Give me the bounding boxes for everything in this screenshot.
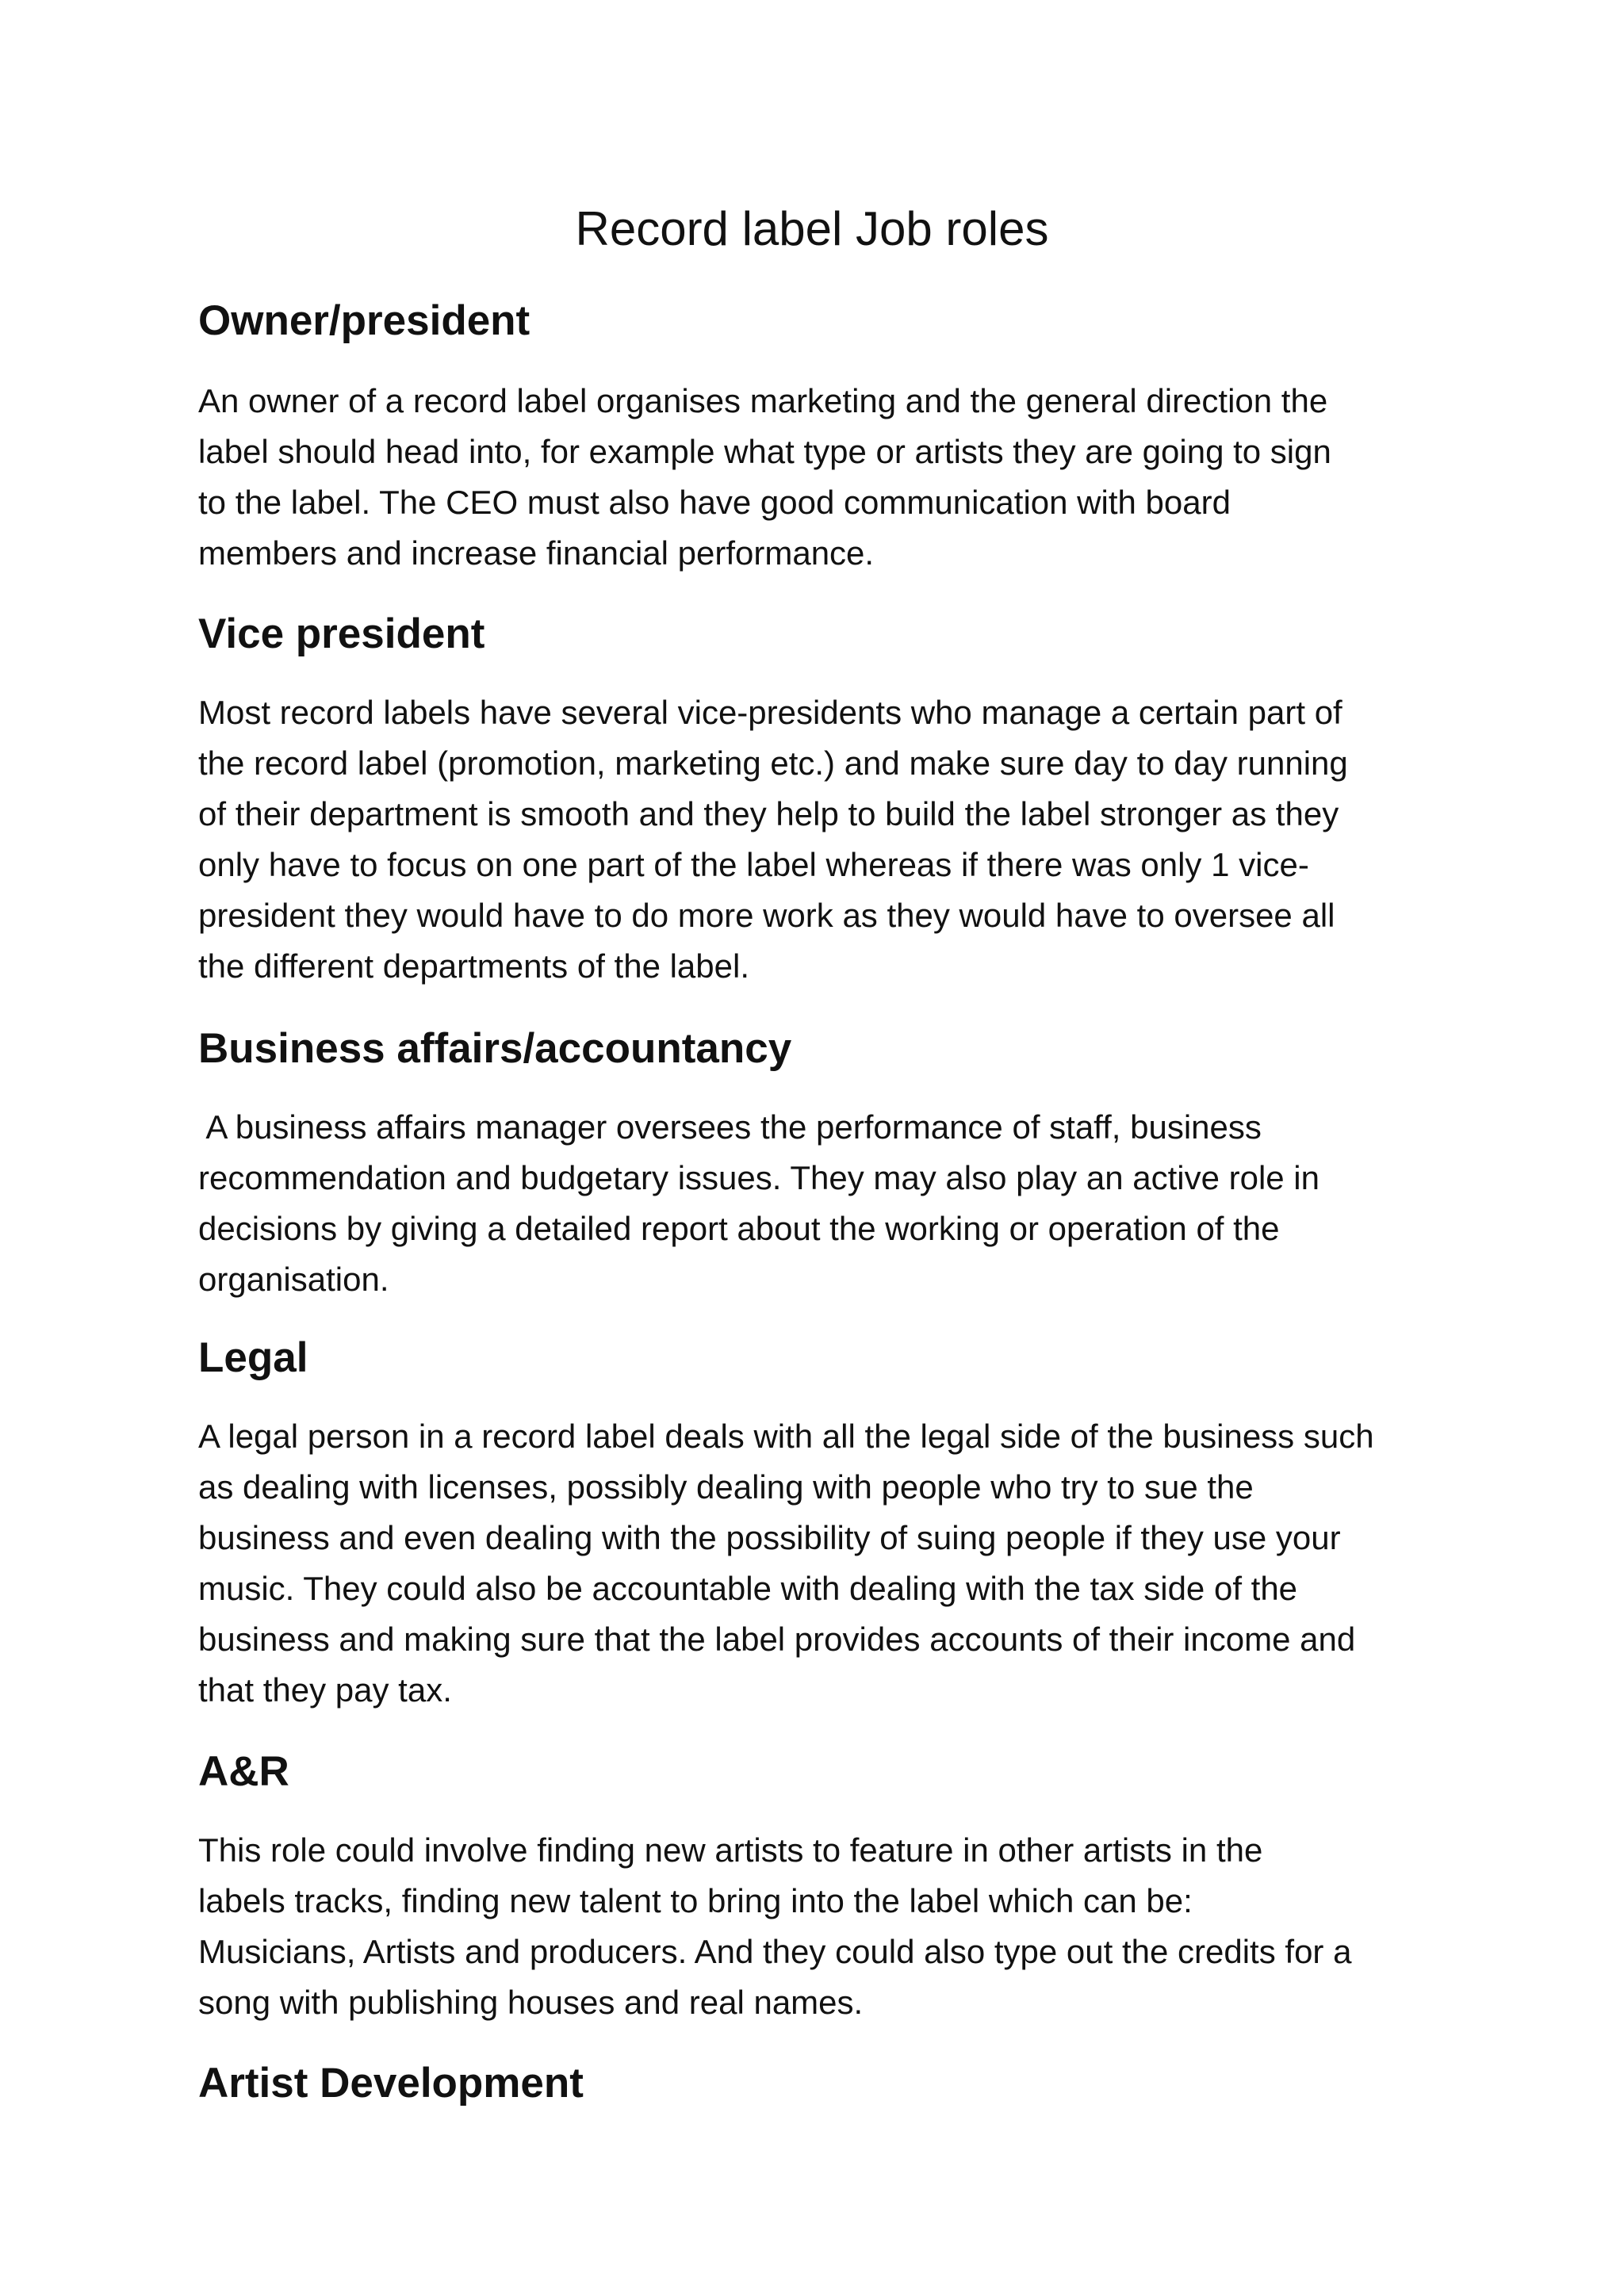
- body-line: labels tracks, finding new talent to bring into the label which can be:: [198, 1882, 1193, 1919]
- section-body-vice-president: [198, 687, 1451, 992]
- body-line: business and even dealing with the possibility of suing people if they use your: [198, 1519, 1341, 1556]
- body-line: the different departments of the label.: [198, 947, 750, 985]
- section-body-owner-president: [198, 376, 1451, 579]
- body-line: business and making sure that the label provides accounts of their income and: [198, 1621, 1356, 1658]
- body-line: recommendation and budgetary issues. They may also play an active role in: [198, 1159, 1320, 1196]
- section-heading-business-affairs: Business affairs/accountancy: [198, 1025, 792, 1072]
- body-line: label should head into, for example what type or artists they are going to sign: [198, 433, 1331, 470]
- body-line: only have to focus on one part of the label whereas if there was only 1 vice-: [198, 846, 1309, 883]
- body-line: Musicians, Artists and producers. And they could also type out the credits for a: [198, 1933, 1352, 1970]
- section-heading-a-and-r: A&R: [198, 1748, 289, 1795]
- section-heading-artist-development: Artist Development: [198, 2060, 584, 2107]
- body-line: of their department is smooth and they help to build the label stronger as they: [198, 795, 1339, 832]
- body-line: decisions by giving a detailed report about the working or operation of the: [198, 1210, 1280, 1247]
- section-body-business-affairs: [198, 1102, 1451, 1305]
- section-heading-vice-president: Vice president: [198, 610, 485, 657]
- body-line: president they would have to do more work as they would have to oversee all: [198, 897, 1335, 934]
- section-heading-legal: Legal: [198, 1334, 308, 1381]
- body-line: organisation.: [198, 1261, 389, 1298]
- body-line: as dealing with licenses, possibly dealing with people who try to sue the: [198, 1468, 1254, 1506]
- body-line: This role could involve finding new artists to feature in other artists in the: [198, 1831, 1263, 1869]
- body-line: An owner of a record label organises marketing and the general direction the: [198, 382, 1328, 419]
- body-line: Most record labels have several vice-presidents who manage a certain part of: [198, 694, 1342, 731]
- section-heading-owner-president: Owner/president: [198, 297, 530, 344]
- section-body-legal: [198, 1411, 1451, 1716]
- body-line: members and increase financial performance.: [198, 534, 875, 572]
- body-line: A business affairs manager oversees the performance of staff, business: [198, 1108, 1262, 1146]
- body-line: A legal person in a record label deals with all the legal side of the business such: [198, 1418, 1374, 1455]
- section-body-a-and-r: [198, 1825, 1451, 2028]
- body-line: that they pay tax.: [198, 1671, 452, 1709]
- document-title: Record label Job roles: [575, 202, 1049, 255]
- body-line: music. They could also be accountable with dealing with the tax side of the: [198, 1570, 1298, 1607]
- body-line: to the label. The CEO must also have good communication with board: [198, 484, 1231, 521]
- body-line: the record label (promotion, marketing etc.) and make sure day to day running: [198, 744, 1348, 782]
- body-line: song with publishing houses and real names.: [198, 1984, 864, 2021]
